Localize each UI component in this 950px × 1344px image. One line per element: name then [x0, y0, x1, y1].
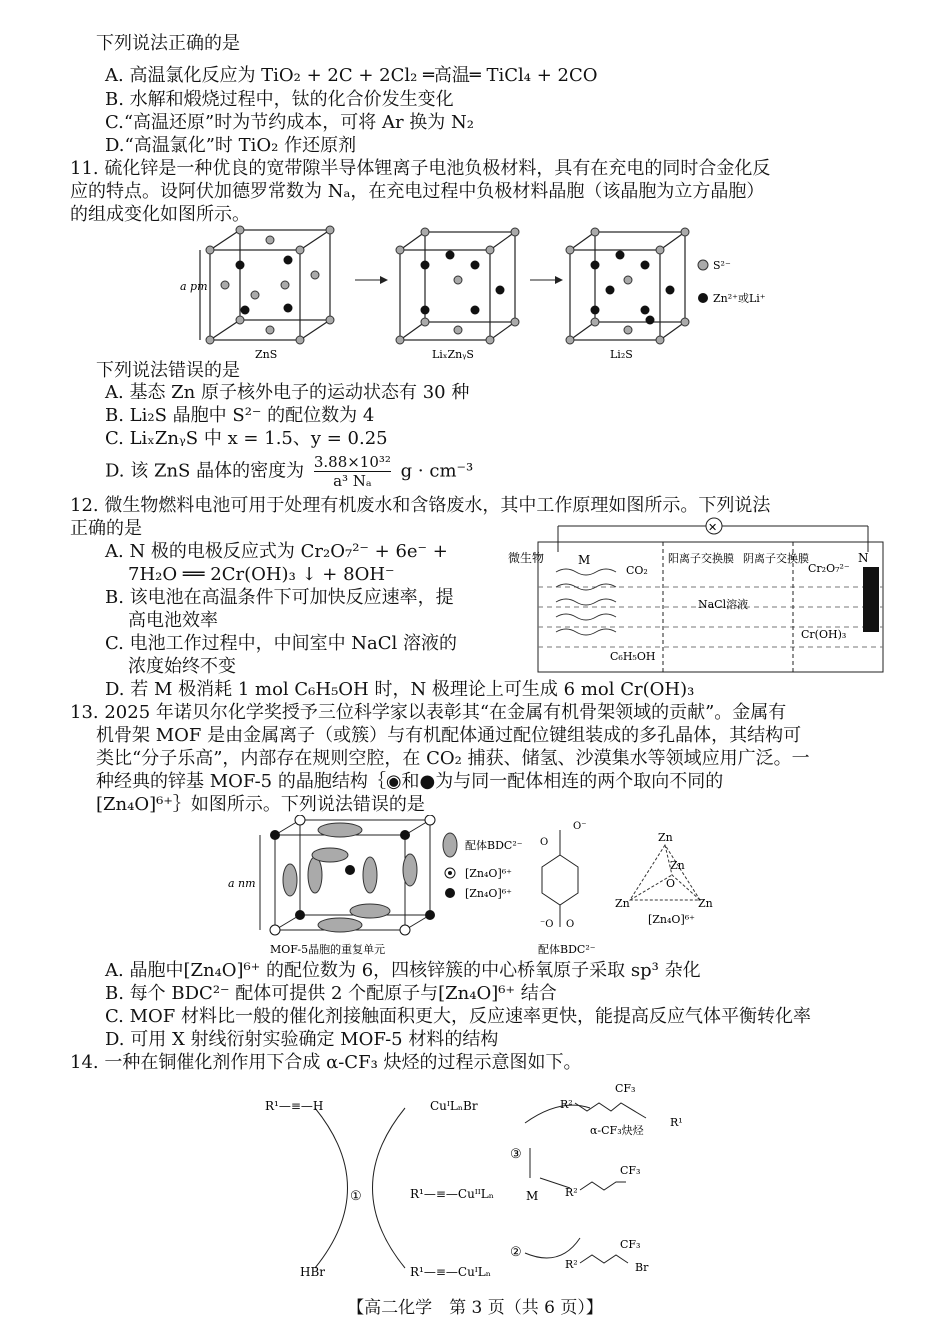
- q13-zn-right: Zn: [698, 897, 713, 910]
- q12-co2-label: CO₂: [626, 564, 648, 577]
- q13-legend-zn4o-1: [Zn₄O]⁶⁺: [465, 867, 512, 880]
- q13-caption-zn4o: [Zn₄O]⁶⁺: [648, 913, 695, 926]
- q12-option-a2: 7H₂O ══ 2Cr(OH)₃ ↓ + 8OH⁻: [128, 564, 395, 585]
- q13-option-b: B. 每个 BDC²⁻ 配体可提供 2 个配原子与[Zn₄O]⁶⁺ 结合: [105, 983, 557, 1004]
- q11-legend-zn: Zn²⁺或Li⁺: [713, 292, 766, 305]
- q11-d-den: a³ Nₐ: [333, 472, 372, 490]
- q13-line2: 机骨架 MOF 是由金属离子（或簇）与有机配体通过配位键组装成的多孔晶体，其结构可: [96, 725, 802, 746]
- q14-r2-bot: R²: [565, 1258, 578, 1271]
- q12-anion-membrane: 阴离子交换膜: [743, 552, 809, 565]
- q11-line1: 11. 硫化锌是一种优良的宽带隙半导体锂离子电池负极材料，具有在充电的同时合金化反: [70, 158, 771, 179]
- q14-cf3-mid: CF₃: [620, 1164, 641, 1177]
- q14-r1-cu2: R¹—≡—CuᴵᴵLₙ: [410, 1187, 494, 1201]
- q14-cf3-bot: CF₃: [620, 1238, 641, 1251]
- q12-option-c2: 浓度始终不变: [128, 656, 236, 677]
- q13-caption-bdc: 配体BDC²⁻: [538, 943, 596, 956]
- q13-a-label: a nm: [228, 877, 256, 890]
- q12-microbe-label: 微生物: [508, 551, 545, 565]
- q12-option-d: D. 若 M 极消耗 1 mol C₆H₅OH 时，N 极理论上可生成 6 mol Cr(OH)₃: [105, 679, 695, 700]
- q12-croh3-label: Cr(OH)₃: [801, 628, 847, 641]
- q13-line4: 种经典的锌基 MOF-5 的晶胞结构｛◉和●为与同一配体相连的两个取向不同的: [96, 771, 724, 792]
- q13-zn-mid: Zn: [670, 859, 685, 872]
- q13-line5: [Zn₄O]⁶⁺｝如图所示。下列说法错误的是: [96, 794, 425, 815]
- svg-text:O⁻: O⁻: [573, 821, 587, 832]
- q13-line1: 13. 2025 年诺贝尔化学奖授予三位科学家以表彰其“在金属有机骨架领域的贡献”。金属有: [70, 702, 787, 723]
- q14-br: Br: [635, 1261, 649, 1274]
- q10-stem: 下列说法正确的是: [96, 33, 240, 54]
- q14-mechanism-figure: [260, 1078, 720, 1288]
- q12-phenol-label: C₆H₅OH: [610, 650, 656, 663]
- q11-crystal-figure: [170, 220, 790, 360]
- q14-r1-top: R¹: [670, 1116, 683, 1129]
- q12-cr2o7-label: Cr₂O₇²⁻: [808, 562, 850, 575]
- q14-product-label: α-CF₃炔烃: [590, 1124, 644, 1137]
- q10-option-c: C.“高温还原”时为节约成本，可将 Ar 换为 N₂: [105, 112, 474, 133]
- q12-option-b1: B. 该电池在高温条件下可加快反应速率，提: [105, 587, 454, 608]
- q13-zn-left: Zn: [615, 897, 630, 910]
- q13-o-label: O: [666, 877, 676, 890]
- q11-option-d: [105, 453, 473, 490]
- q14-r1-cu1: R¹—≡—CuᴵLₙ: [410, 1265, 491, 1279]
- q12-line2: 正确的是: [70, 518, 142, 539]
- q13-line3: 类比“分子乐高”，内部存在规则空腔，在 CO₂ 捕获、储氢、沙漠集水等领域应用广泛。一: [96, 748, 810, 769]
- q14-cu-lbr: CuᴵLₙBr: [430, 1099, 478, 1113]
- q14-hbr: HBr: [300, 1265, 326, 1279]
- q12-line1: 12. 微生物燃料电池可用于处理有机废水和含铬废水，其中工作原理如图所示。下列说法: [70, 495, 771, 516]
- q14-cf3-top: CF₃: [615, 1082, 636, 1095]
- q11-cell1-label: ZnS: [255, 348, 278, 360]
- q11-cell2-label: LiₓZnᵧS: [432, 348, 474, 360]
- q11-cell3-label: Li₂S: [610, 348, 633, 360]
- q14-step1: ①: [350, 1189, 362, 1204]
- svg-text:O: O: [540, 837, 549, 848]
- q13-option-c: C. MOF 材料比一般的催化剂接触面积更大，反应速率更快，能提高反应气体平衡转化率: [105, 1006, 811, 1027]
- q12-cation-membrane: 阳离子交换膜: [668, 552, 734, 565]
- q14-m-label: M: [526, 1189, 539, 1203]
- q10-option-a: A. 高温氯化反应为 TiO₂ + 2C + 2Cl₂ ═高温═ TiCl₄ + 2CO: [105, 65, 598, 86]
- q11-option-a: A. 基态 Zn 原子核外电子的运动状态有 30 种: [105, 382, 470, 403]
- q11-legend-s: S²⁻: [713, 259, 731, 272]
- q11-d-prefix: D. 该 ZnS 晶体的密度为: [105, 460, 305, 482]
- q11-d-fraction: [314, 453, 391, 490]
- q11-line2: 应的特点。设阿伏加德罗常数为 Nₐ，在充电过程中负极材料晶胞（该晶胞为立方晶胞）: [70, 181, 765, 202]
- q12-nacl-label: NaCl溶液: [698, 598, 749, 611]
- q10-option-d: D.“高温氯化”时 TiO₂ 作还原剂: [105, 135, 357, 156]
- q14-r1h: R¹—≡—H: [265, 1099, 324, 1113]
- q13-legend-zn4o-2: [Zn₄O]⁶⁺: [465, 887, 512, 900]
- q12-m-label: M: [578, 553, 591, 567]
- q12-n-label: N: [858, 551, 869, 565]
- q11-option-b: B. Li₂S 晶胞中 S²⁻ 的配位数为 4: [105, 405, 375, 426]
- q14-line1: 14. 一种在铜催化剂作用下合成 α-CF₃ 炔烃的过程示意图如下。: [70, 1052, 582, 1073]
- q12-cell-figure: [508, 512, 888, 682]
- q13-option-a: A. 晶胞中[Zn₄O]⁶⁺ 的配位数为 6，四核锌簇的中心桥氧原子采取 sp³ 杂化: [105, 960, 701, 981]
- q11-option-c: C. LiₓZnᵧS 中 x = 1.5、y = 0.25: [105, 428, 388, 449]
- q12-option-b2: 高电池效率: [128, 610, 218, 631]
- q12-option-c1: C. 电池工作过程中，中间室中 NaCl 溶液的: [105, 633, 458, 654]
- svg-text:O: O: [566, 919, 575, 930]
- q12-option-a1: A. N 极的电极反应式为 Cr₂O₇²⁻ + 6e⁻ +: [105, 541, 448, 562]
- q11-a-label: a pm: [180, 280, 208, 293]
- q14-step2: ②: [510, 1245, 522, 1260]
- q14-step3: ③: [510, 1147, 522, 1162]
- q10-option-b: B. 水解和煅烧过程中，钛的化合价发生变化: [105, 89, 454, 110]
- q13-mof-figure: [220, 815, 740, 960]
- q13-option-d: D. 可用 X 射线衍射实验确定 MOF-5 材料的结构: [105, 1029, 499, 1050]
- q14-r2-top: R²: [560, 1098, 573, 1111]
- q11-d-num: 3.88×10³²: [313, 453, 391, 471]
- q11-stem: 下列说法错误的是: [96, 360, 240, 381]
- page-footer: 【高二化学 第 3 页（共 6 页）】: [347, 1298, 603, 1318]
- q13-zn-top: Zn: [658, 831, 673, 844]
- svg-text:✕: ✕: [708, 521, 718, 534]
- q11-line3: 的组成变化如图所示。: [70, 204, 250, 225]
- q13-caption-mof: MOF-5晶胞的重复单元: [270, 943, 386, 956]
- svg-text:⁻O: ⁻O: [540, 919, 554, 930]
- q14-r2-mid: R²: [565, 1186, 578, 1199]
- q13-legend-bdc: 配体BDC²⁻: [465, 839, 523, 852]
- q11-d-unit: g · cm⁻³: [400, 460, 474, 482]
